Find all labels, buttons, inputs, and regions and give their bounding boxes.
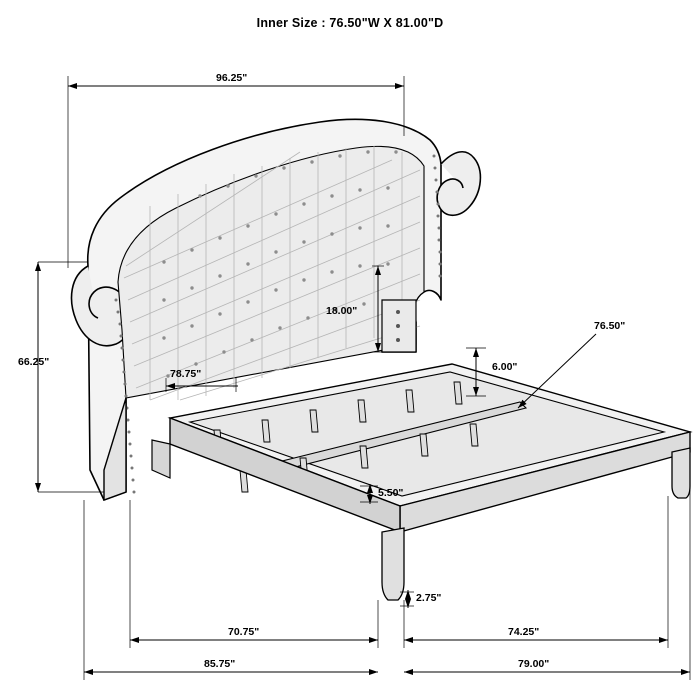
left-front-leg <box>152 440 170 478</box>
dim-label-slat-clearance: 6.00" <box>492 361 518 373</box>
page-title: Inner Size : 76.50"W X 81.00"D <box>256 16 444 30</box>
dim-label-right-overall: 79.00" <box>518 658 550 670</box>
center-front-leg <box>382 528 404 600</box>
dim-label-right-depth: 74.25" <box>508 626 540 638</box>
right-leg <box>672 448 690 498</box>
dim-label-left-overall: 85.75" <box>204 658 236 670</box>
dim-label-overall-width-top: 96.25" <box>216 72 248 84</box>
dim-label-leg-height: 2.75" <box>416 592 442 604</box>
right-wing-roll <box>437 152 480 216</box>
dim-label-headboard-inner-width: 78.75" <box>170 368 202 380</box>
dim-label-left-depth: 70.75" <box>228 626 260 638</box>
dim-label-inner-width-callout: 76.50" <box>594 320 626 332</box>
dim-label-side-rail-height: 5.50" <box>378 487 404 499</box>
dim-label-headboard-rail-drop: 18.00" <box>326 305 358 317</box>
dim-label-headboard-height: 66.25" <box>18 356 50 368</box>
